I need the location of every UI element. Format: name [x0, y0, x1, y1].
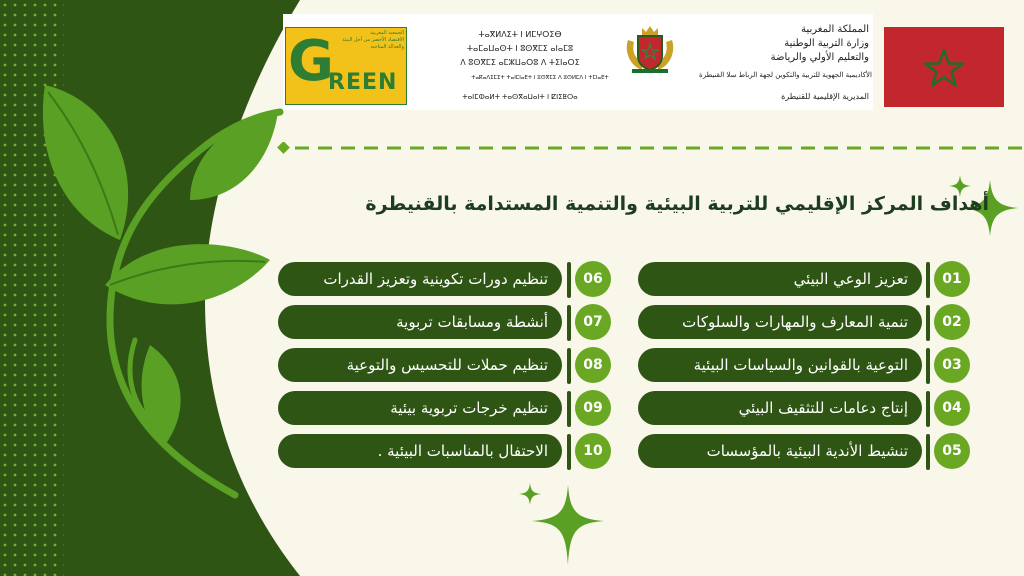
goal-item: تنظيم حملات للتحسيس والتوعية — [278, 348, 562, 382]
goal-number-marker — [567, 260, 607, 300]
leaf-decoration — [0, 0, 300, 576]
header-arabic-line: المديرية الإقليمية للقنيطرة — [781, 92, 869, 101]
goal-number-marker — [567, 346, 607, 386]
goal-number-marker — [926, 389, 966, 429]
tifinagh-line: ⵜⴰⵏⵎⵀⴰⵍⵜ ⵜⴰⵙⴳⴰⵡⴰⵏⵜ ⵏ ⵇⵏⵉⵟⵔⴰ — [462, 93, 578, 101]
marker-bar — [567, 262, 571, 298]
goal-number: 09 — [575, 390, 611, 426]
goal-item: التوعية بالقوانين والسياسات البيئية — [638, 348, 922, 382]
star-icon — [924, 47, 964, 87]
page-title: أهداف المركز الإقليمي للتربية البيئية والتنمية المستدامة بالقنيطرة — [365, 193, 989, 215]
tifinagh-line: ⵜⴰⴽⴰⴷⵉⵎⵉⵜ ⵜⴰⵏⵎⵏⴰⴹⵜ ⵏ ⵓⵙⴳⵎⵉ ⴷ ⵓⵙⵍⵎⴷ ⵏ ⵜⵎⵏⴰⴹⵜ — [471, 75, 609, 81]
goal-item: إنتاج دعامات للتثقيف البيئي — [638, 391, 922, 425]
marker-bar — [567, 434, 571, 470]
goal-item: أنشطة ومسابقات تربوية — [278, 305, 562, 339]
header-arabic-line: الأكاديمية الجهوية للتربية والتكوين لجهة الرباط سلا القنيطرة — [699, 71, 872, 79]
goal-number-marker — [926, 260, 966, 300]
goal-item: الاحتفال بالمناسبات البيئية . — [278, 434, 562, 468]
goal-item: تنمية المعارف والمهارات والسلوكات — [638, 305, 922, 339]
tifinagh-line: ⵜⴰⴳⵍⴷⵉⵜ ⵏ ⵍⵎⵖⵔⵉⴱ — [478, 30, 562, 39]
goal-number: 04 — [934, 390, 970, 426]
goal-number-marker — [926, 303, 966, 343]
tifinagh-line: ⵜⴰⵎⴰⵡⴰⵙⵜ ⵏ ⵓⵙⴳⵎⵉ ⴰⵏⴰⵎⵓ — [466, 44, 574, 53]
goal-number: 02 — [934, 304, 970, 340]
marker-bar — [926, 434, 930, 470]
goal-number-marker — [926, 346, 966, 386]
goal-item: تعزيز الوعي البيئي — [638, 262, 922, 296]
goal-number-marker — [567, 303, 607, 343]
dashed-divider — [277, 142, 1024, 154]
goal-number-marker — [567, 389, 607, 429]
morocco-flag — [884, 27, 1004, 107]
marker-bar — [926, 262, 930, 298]
association-name — [330, 30, 404, 51]
association-line: الجمعية المغربية — [370, 30, 404, 36]
goal-item: تنظيم خرجات تربوية بيئية — [278, 391, 562, 425]
goal-number: 07 — [575, 304, 611, 340]
goal-number-marker — [567, 432, 607, 472]
goal-number: 08 — [575, 347, 611, 383]
goal-number: 05 — [934, 433, 970, 469]
header-arabic-line: وزارة التربية الوطنية — [784, 38, 869, 49]
marker-bar — [567, 348, 571, 384]
decorative-left-panel — [0, 0, 300, 576]
goal-item: تنشيط الأندية البيئية بالمؤسسات — [638, 434, 922, 468]
logo-text-reen: REEN — [328, 70, 398, 95]
goal-number: 06 — [575, 261, 611, 297]
header-arabic-line: المملكة المغربية — [801, 24, 869, 35]
logo-letter-g: G — [288, 29, 334, 94]
goal-number: 03 — [934, 347, 970, 383]
goal-number-marker — [926, 432, 966, 472]
marker-bar — [567, 391, 571, 427]
header-arabic-line: والتعليم الأولي والرياضة — [770, 52, 869, 63]
goal-number: 01 — [934, 261, 970, 297]
marker-bar — [926, 348, 930, 384]
green-association-logo — [285, 27, 407, 105]
goal-item: تنظيم دورات تكوينية وتعزيز القدرات — [278, 262, 562, 296]
marker-bar — [926, 305, 930, 341]
association-line: والعدالة المناخية — [370, 44, 404, 50]
tifinagh-line: ⴷ ⵓⵙⴳⵎⵉ ⴰⵎⵣⵡⴰⵔⵓ ⴷ ⵜⵉⵏⴰⵔⵉ — [460, 58, 580, 67]
marker-bar — [926, 391, 930, 427]
association-line: الاقتصاد الأخضر من أجل البيئة — [342, 37, 404, 43]
goal-number: 10 — [575, 433, 611, 469]
sparkle-icon — [510, 475, 610, 570]
marker-bar — [567, 305, 571, 341]
